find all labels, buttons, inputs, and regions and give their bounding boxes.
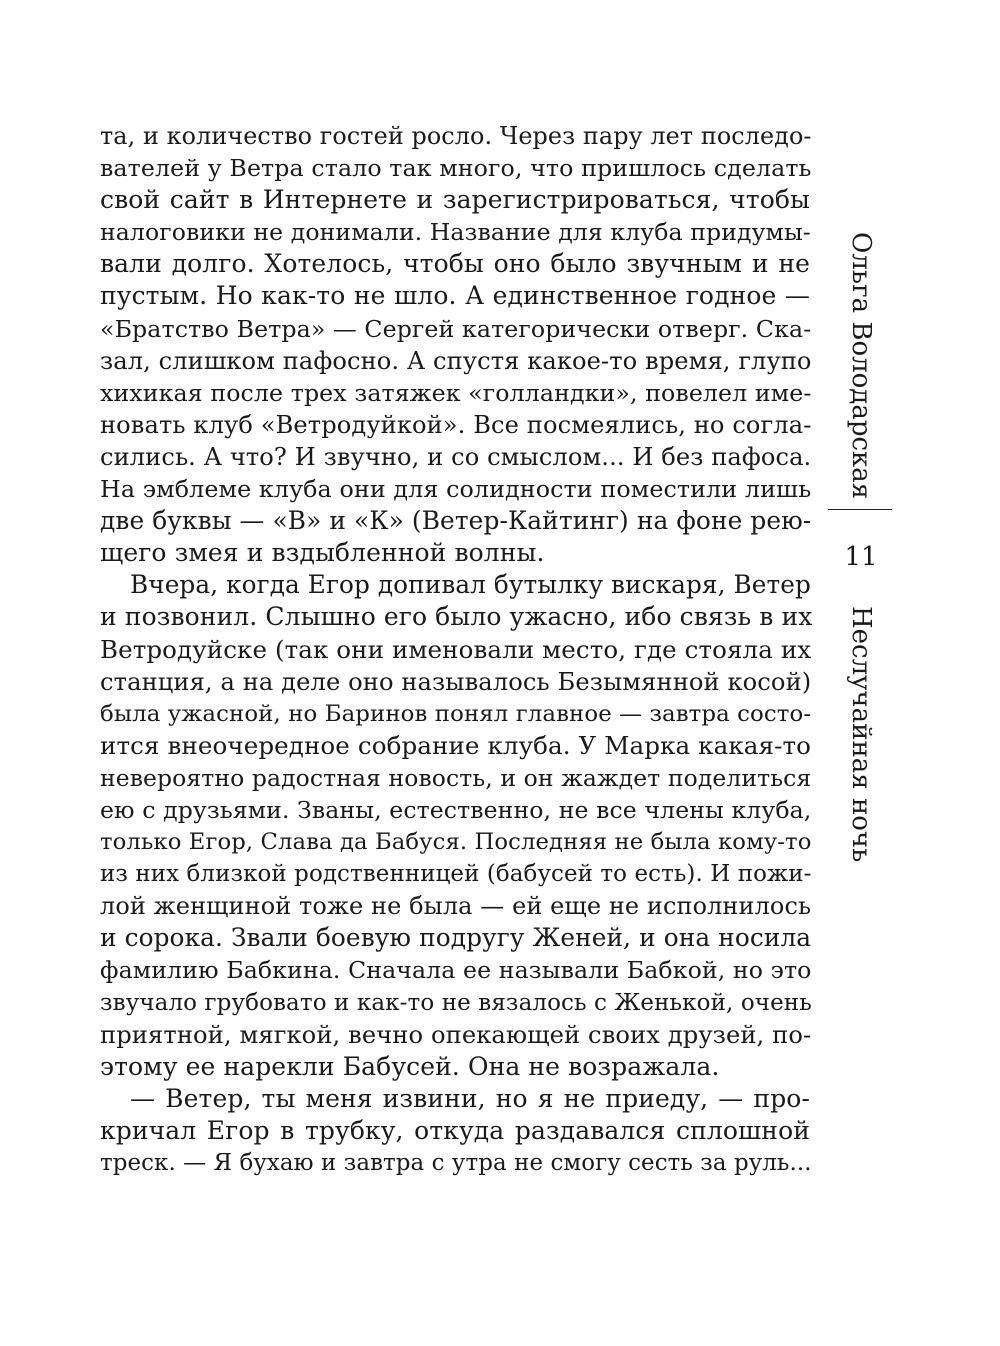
text-line: лой женщиной тоже не была — ей еще не исполнилось [100,892,812,921]
page-number: 11 [844,542,878,572]
body-text [100,120,813,1179]
text-line: налоговики не донимали. Название для клуба придумы- [100,218,811,247]
running-head-divider [828,509,892,510]
text-line: фамилию Бабкина. Сначала ее называли Бабкой, но это [100,956,812,985]
text-line: приятной, мягкой, вечно опекающей своих друзей, по- [100,1020,812,1049]
text-line: вали долго. Хотелось, чтобы оно было звучным и не [100,249,810,279]
paragraph-start-line: — Ветер, ты меня извини, но я не приеду, — про- [130,1083,810,1113]
running-head-author: Ольга Володарская [846,232,876,500]
text-line: ится внеочередное собрание клуба. У Марка какая-то [100,730,812,760]
text-line: Ветродуйске (так они именовали место, где стояла их [100,634,812,664]
text-line: была ужасной, но Баринов понял главное — завтра состо- [100,700,812,727]
paragraph-end-line: щего змея и вздыбленной волны. [100,538,545,568]
text-line: и позвонил. Слышно его было ужасно, ибо связь в их [100,602,813,632]
text-line: станция, а на деле оно называлось Безымянной косой) [100,667,812,696]
text-line: сились. А что? И звучно, и со смыслом... И без пафоса. [100,442,812,471]
text-line: из них близкой родственницей (бабусей то есть). И пожи- [100,861,812,888]
text-line: та, и количество гостей росло. Через пару лет последо- [100,122,812,150]
text-line: кричал Егор в трубку, откуда раздавался сплошной [100,1115,810,1145]
running-head-book-title: Неслучайная ночь [846,606,876,863]
text-line: звучало грубовато и как-то не вязалось с Женькой, очень [100,989,812,1016]
text-line: хихикая после трех затяжек «голландки», повелел име- [100,378,812,407]
text-line: зал, слишком пафосно. А спустя какое-то время, глупо [100,346,812,375]
paragraph-start-line: Вчера, когда Егор допивал бутылку вискаря, Ветер [130,570,811,600]
text-line: «Братство Ветра» — Сергей категорически отверг. Ска- [100,314,812,343]
text-line: две буквы — «В» и «К» (Ветер-Кайтинг) на фоне рею- [100,506,812,536]
text-line: пустым. Но как-то не шло. А единственное годное — [100,281,810,311]
text-line: ею с друзьями. Званы, естественно, не все члены клуба, [100,795,812,824]
text-line: свой сайт в Интернете и зарегистрироваться, чтобы [100,185,810,215]
text-line: только Егор, Слава да Бабуся. Последняя не была кому-то [100,829,812,856]
text-line: треск. — Я бухаю и завтра с утра не смогу сесть за руль... [100,1150,812,1176]
text-line: новать клуб «Ветродуйкой». Все посмеялись, но согла- [100,410,812,439]
text-line: На эмблеме клуба они для солидности поместили лишь [100,475,812,504]
text-line: и сорока. Звали боевую подругу Женей, и она носила [100,923,812,953]
text-line: вателей у Ветра стало так много, что пришлось сделать [100,154,812,183]
text-line: невероятно радостная новость, и он жаждет поделиться [100,763,812,792]
paragraph-end-line: этому ее нарекли Бабусей. Она не возражала. [100,1051,720,1081]
